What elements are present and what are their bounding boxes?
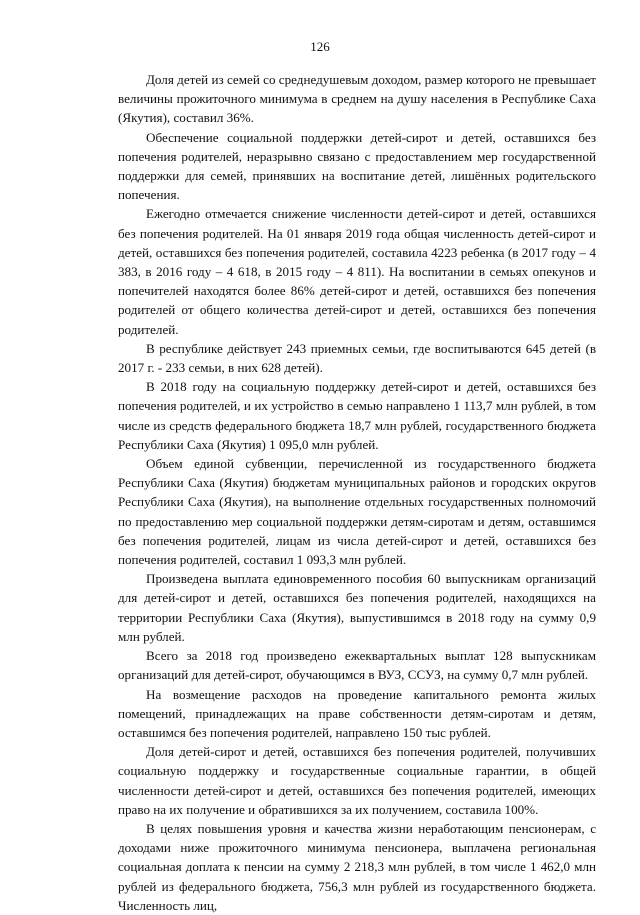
paragraph: На возмещение расходов на проведение капитального ремонта жилых помещений, принадлежащих на праве собственности детям-сиротам и детям, оставшимся без попечения родителей, направлено 150 тыс рублей. [118, 686, 596, 740]
paragraph: Всего за 2018 год произведено ежеквартальных выплат 128 выпускникам организаций для детей-сирот, обучающимся в ВУЗ, ССУЗ, на сумму 0,7 млн рублей. [118, 648, 596, 683]
document-body [118, 70, 596, 915]
paragraph: Произведена выплата единовременного пособия 60 выпускникам организаций для детей-сирот и детей, оставшихся без попечения родителей, находящихся на территории Республики Саха (Якутия), выпустившимся в 2018 году на сумму 0,9 млн рублей. [118, 571, 596, 644]
paragraph: В республике действует 243 приемных семьи, где воспитываются 645 детей (в 2017 г. - 233 семьи, в них 628 детей). [118, 340, 596, 376]
paragraph: Обеспечение социальной поддержки детей-сирот и детей, оставшихся без попечения родителей, неразрывно связано с предоставлением мер государственной поддержки для семей, принявших на воспитание детей, лишённых родительского попечения. [118, 129, 596, 203]
paragraph: Объем единой субвенции, перечисленной из государственного бюджета Республики Саха (Якутия) бюджетам муниципальных районов и городских округов Республики Саха (Якутия), на выполнение отдельных государственных полномочий по предоставлению мер социальной поддержки детям-сиротам и детям, оставшимся без попечения родителей, лицам из числа детей-сирот и детей, оставшихся без попечения родителей, составил 1 093,3 млн рублей. [118, 456, 596, 568]
paragraph: В целях повышения уровня и качества жизни неработающим пенсионерам, с доходами ниже прожиточного минимума пенсионера, выплачена региональная социальная доплата к пенсии на сумму 2 218,3 млн рублей, в том числе 1 462,0 млн рублей из федерального бюджета, 756,3 млн рублей из государственного бюджета. Численность лиц, [118, 820, 596, 913]
paragraph: Доля детей из семей со среднедушевым доходом, размер которого не превышает величины прожиточного минимума в среднем на душу населения в Республике Саха (Якутия), составил 36%. [118, 72, 596, 126]
paragraph: Ежегодно отмечается снижение численности детей-сирот и детей, оставшихся без попечения родителей. На 01 января 2019 года общая численность детей-сирот и детей, оставшихся без попечения родителей, составила 4223 ребенка (в 2017 году – 4 383, в 2016 году – 4 618, в 2015 году – 4 811). На воспитании в семьях опекунов и попечителей находятся более 86% детей-сирот и детей, оставшихся без попечения родителей от общего количества детей-сирот и детей, оставшихся без попечения родителей. [118, 206, 596, 337]
paragraph: Доля детей-сирот и детей, оставшихся без попечения родителей, получивших социальную поддержку и государственные социальные гарантии, в общей численности детей-сирот и детей, оставшихся без попечения родителей, имеющих право на их получение и обратившихся за их получением, составила 100%. [118, 744, 596, 817]
page-number: 126 [310, 39, 330, 54]
paragraph: В 2018 году на социальную поддержку детей-сирот и детей, оставшихся без попечения родителей, и их устройство в семью направлено 1 113,7 млн рублей, в том числе из средств федерального бюджета 18,7 млн рублей, государственного бюджета Республики Саха (Якутия) 1 095,0 млн рублей. [118, 379, 596, 452]
